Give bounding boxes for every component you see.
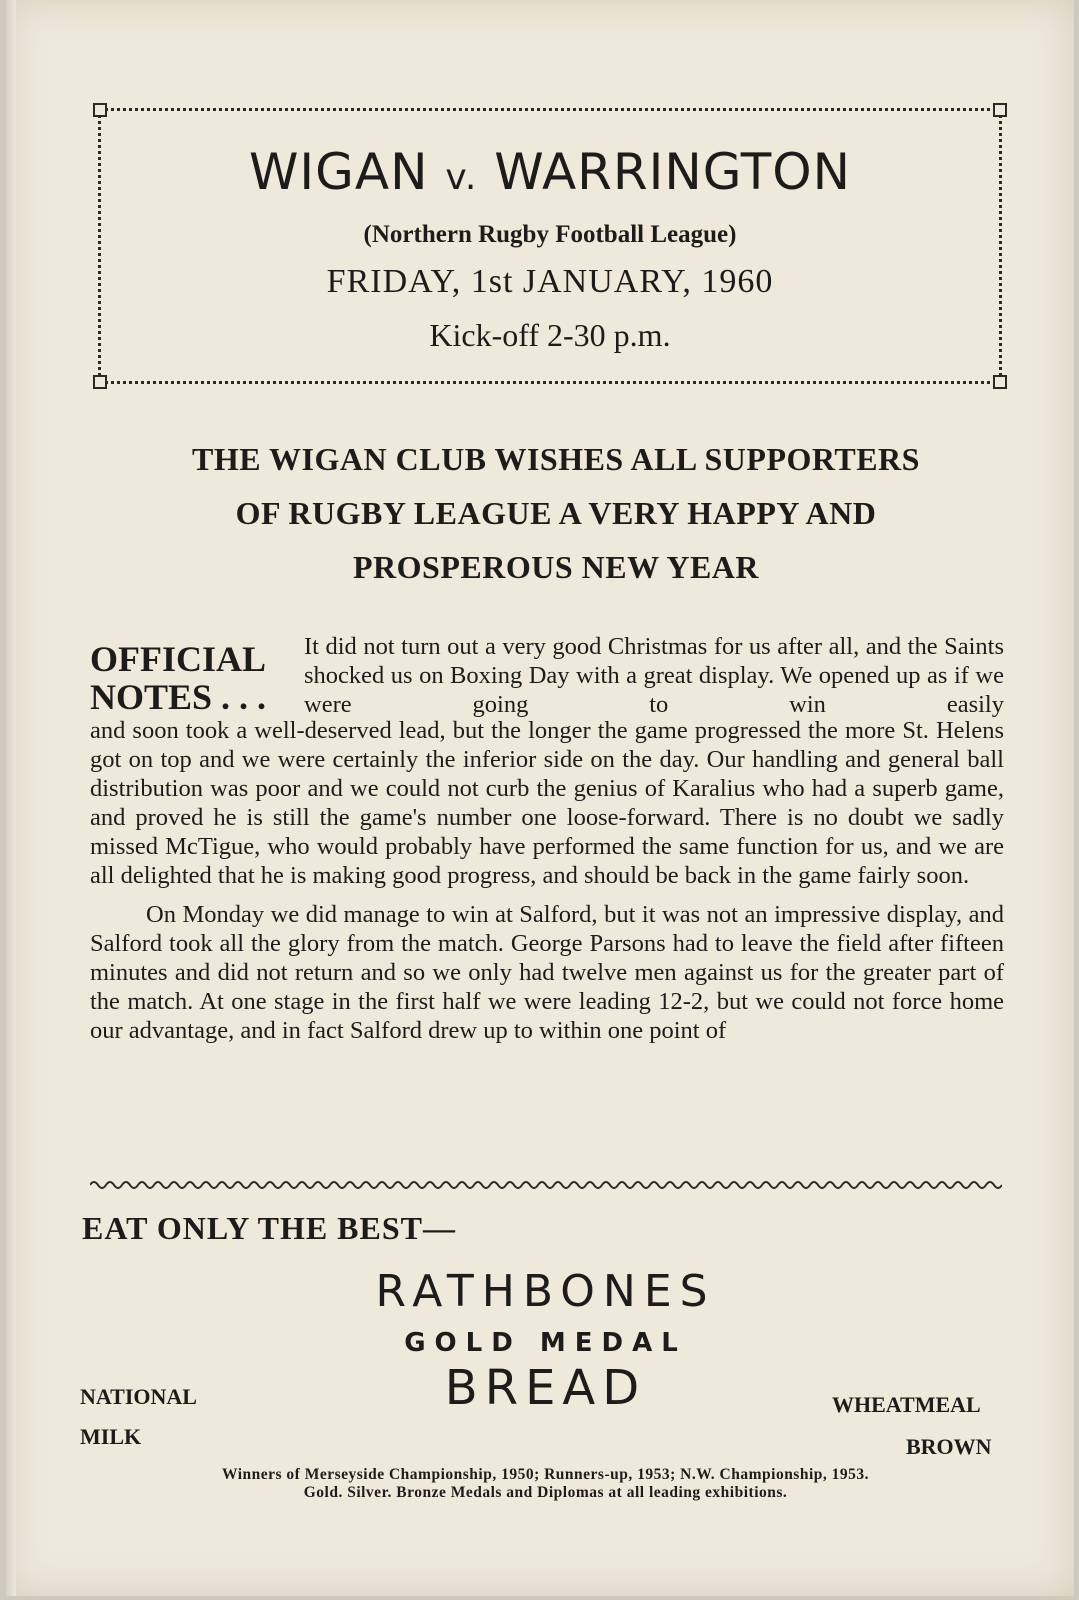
new-year-greeting (86, 432, 1026, 594)
advert-gold-medal: GOLD MEDAL (404, 1328, 687, 1358)
advert-footer (6, 1466, 1079, 1502)
greeting-line: OF RUGBY LEAGUE A VERY HAPPY AND (235, 495, 877, 531)
box-corner-ornament (93, 103, 107, 117)
box-corner-ornament (993, 375, 1007, 389)
wavy-divider (90, 1178, 1002, 1192)
advert-milk: MILK (80, 1424, 142, 1449)
kickoff-time: Kick-off 2-30 p.m. (429, 317, 671, 353)
notes-opening-text: It did not turn out a very good Christmas for us after all, and the Saints shocked us on Boxing Day with a great display. We opened up as if we were going to win easily (304, 633, 1004, 718)
notes-paragraph: On Monday we did manage to win at Salford, but it was not an impressive display, and Salford took all the glory from the match. George Parsons had to leave the field after fifteen minutes and did not return and so we only had twelve men against us for the greater part of the match. At one stage in the first half we were leading 12-2, but we could not force home our advantage, and in fact Salford drew up to within one point of (90, 901, 1004, 1044)
advert-brand: RATHBONES (375, 1266, 716, 1317)
programme-page (6, 0, 1074, 1596)
advert-footer-line: Gold. Silver. Bronze Medals and Diplomas at all leading exhibitions. (303, 1484, 788, 1501)
greeting-line: THE WIGAN CLUB WISHES ALL SUPPORTERS (192, 441, 920, 477)
match-date: FRIDAY, 1st JANUARY, 1960 (326, 263, 774, 300)
versus-label: v. (445, 157, 478, 198)
advert-tagline: EAT ONLY THE BEST— (82, 1210, 456, 1246)
greeting-line: PROSPEROUS NEW YEAR (353, 549, 759, 585)
box-corner-ornament (93, 375, 107, 389)
home-team: WIGAN (248, 143, 429, 201)
box-corner-ornament (993, 103, 1007, 117)
notes-body (90, 716, 1004, 1045)
advert-brown: BROWN (906, 1434, 992, 1459)
advert-product: BREAD (444, 1360, 647, 1416)
advert-national: NATIONAL (80, 1384, 197, 1409)
advert-wheatmeal: WHEATMEAL (832, 1392, 981, 1417)
official-notes-heading: OFFICIAL NOTES . . . (90, 639, 267, 717)
match-title-box (98, 108, 1002, 384)
match-title (101, 143, 999, 201)
notes-paragraph: and soon took a well-deserved lead, but the longer the game progressed the more St. Helens got on top and we were certainly the inferior side on the day. Our handling and general ball distribution was poor and we could not curb the genius of Karalius who had a superb game, and proved he is still the game's number one loose-forward. There is no doubt we sadly missed McTigue, who would probably have performed the same function for us, and we are all delighted that he is making good progress, and should be back in the game fairly soon. (90, 717, 1004, 889)
advert-footer-line: Winners of Merseyside Championship, 1950; Runners-up, 1953; N.W. Championship, 1953. (221, 1466, 870, 1483)
away-team: WARRINGTON (494, 143, 852, 201)
league-name: (Northern Rugby Football League) (363, 221, 737, 248)
